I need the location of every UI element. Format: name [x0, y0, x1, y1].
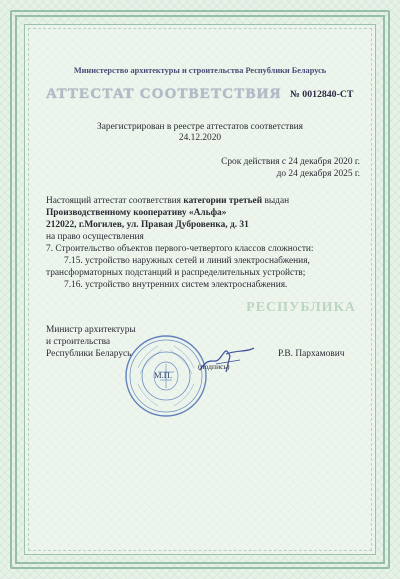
issued-text: выдан [262, 196, 290, 206]
category-text: категории третьей [183, 196, 263, 206]
right-text: на право осуществления [46, 232, 144, 242]
item-7-16: 7.16. устройство внутренних систем электроснабжения. [64, 280, 288, 290]
item-7: 7. Строительство объектов первого-четвертого классов сложности: [46, 244, 314, 254]
validity-from: Срок действия с 24 декабря 2020 г. [221, 157, 360, 167]
ministry-heading: Министерство архитектуры и строительства Республики Беларусь [73, 66, 327, 75]
organization-name: Производственному кооперативу «Альфа» [46, 208, 227, 218]
signature-caption: (подпись) [198, 362, 230, 371]
watermark: РЕСПУБЛИКА [246, 300, 356, 315]
signer-role-1: Министр архитектуры [46, 325, 136, 335]
item-7-15-line2: трансформаторных подстанций и распределительных устройств; [46, 268, 306, 278]
signer-role-2: и строительства [46, 337, 111, 347]
document-number: № 0012840-СТ [290, 89, 354, 100]
document-title: АТТЕСТАТ СООТВЕТСТВИЯ [46, 86, 282, 102]
certificate-intro-line [46, 196, 289, 207]
registration-line: Зарегистрирован в реестре аттестатов соответствия [97, 122, 303, 132]
stamp-place-label: М.П. [154, 370, 173, 380]
signer-role-3: Республики Беларусь [46, 349, 132, 359]
item-7-15-line1: 7.15. устройство наружных сетей и линий электроснабжения, [64, 256, 310, 266]
intro-text: Настоящий аттестат соответствия [46, 196, 184, 206]
signer-name: Р.В. Пархамович [278, 349, 345, 359]
validity-to: до 24 декабря 2025 г. [276, 169, 360, 179]
registration-date: 24.12.2020 [178, 133, 222, 143]
organization-address: 212022, г.Могилев, ул. Правая Дубровенка, д. 31 [46, 220, 249, 230]
